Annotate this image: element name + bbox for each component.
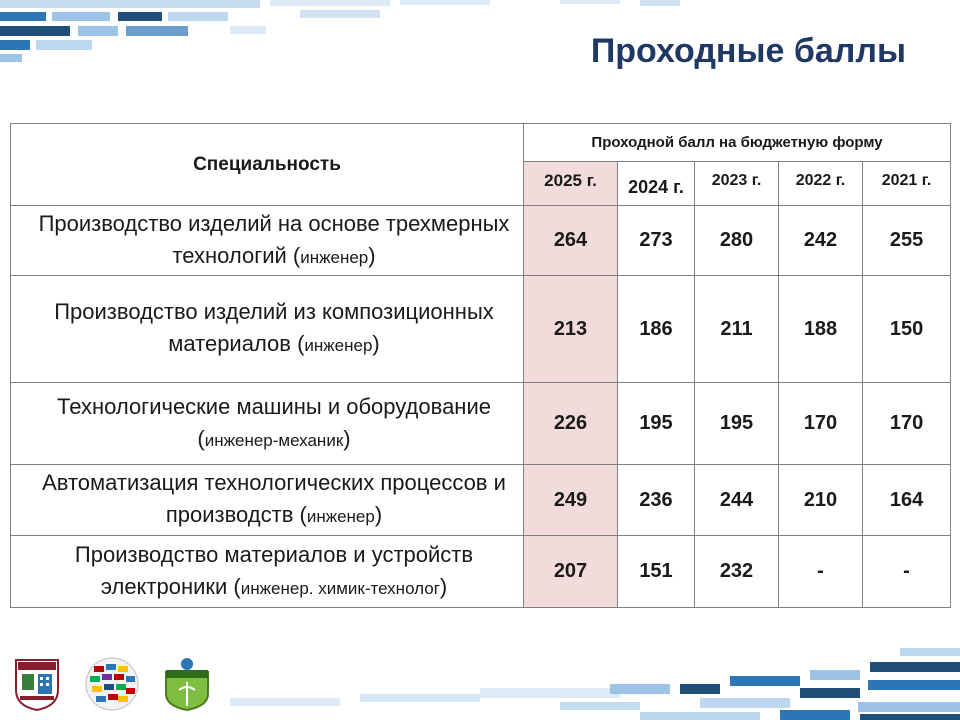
score-2023: 244 <box>695 465 779 536</box>
qualification: инженер-механик <box>204 430 344 450</box>
score-2023: 195 <box>695 383 779 465</box>
score-2025: 226 <box>524 383 618 465</box>
score-2022: - <box>779 536 863 608</box>
score-2023: 280 <box>695 206 779 276</box>
logos-group <box>12 656 212 712</box>
page-title: Проходные баллы <box>590 32 906 70</box>
table-row <box>11 206 951 276</box>
table-row <box>11 383 951 465</box>
year-header-2022: 2022 г. <box>779 162 863 206</box>
score-2021: 150 <box>863 276 951 383</box>
specialty-header: Специальность <box>11 124 524 206</box>
table-row <box>11 276 951 383</box>
score-2025: 249 <box>524 465 618 536</box>
table-row <box>11 465 951 536</box>
specialty-name: Производство изделий на основе трехмерных технологий (инженер) <box>11 206 524 276</box>
score-2025: 264 <box>524 206 618 276</box>
score-2024: 236 <box>618 465 695 536</box>
score-2024: 151 <box>618 536 695 608</box>
specialty-name: Производство изделий из композиционных материалов (инженер) <box>11 276 524 383</box>
score-2021: 170 <box>863 383 951 465</box>
score-2022: 242 <box>779 206 863 276</box>
qualification: инженер <box>300 247 369 267</box>
world-flags-globe-logo <box>84 656 140 712</box>
qualification: инженер <box>306 507 375 526</box>
score-2022: 210 <box>779 465 863 536</box>
score-2023: 211 <box>695 276 779 383</box>
score-2021: 255 <box>863 206 951 276</box>
score-2021: - <box>863 536 951 608</box>
budget-score-header: Проходной балл на бюджетную форму <box>524 124 951 162</box>
year-header-2025: 2025 г. <box>524 162 618 206</box>
specialty-name: Технологические машины и оборудование (инженер-механик) <box>11 383 524 465</box>
faculty-shield-logo <box>162 656 212 712</box>
score-2025: 207 <box>524 536 618 608</box>
year-header-2024: 2024 г. <box>618 162 695 206</box>
score-2024: 186 <box>618 276 695 383</box>
passing-scores-table <box>10 123 951 608</box>
score-2022: 188 <box>779 276 863 383</box>
year-header-2021: 2021 г. <box>863 162 951 206</box>
header-row <box>11 124 951 162</box>
qualification: инженер <box>304 336 373 355</box>
score-2025: 213 <box>524 276 618 383</box>
university-crest-logo <box>12 656 62 712</box>
score-2023: 232 <box>695 536 779 608</box>
score-2024: 273 <box>618 206 695 276</box>
table-row <box>11 536 951 608</box>
specialty-name: Автоматизация технологических процессов и производств (инженер) <box>11 465 524 536</box>
score-2021: 164 <box>863 465 951 536</box>
year-header-2023: 2023 г. <box>695 162 779 206</box>
score-2022: 170 <box>779 383 863 465</box>
specialty-name: Производство материалов и устройств электроники (инженер. химик-технолог) <box>11 536 524 608</box>
qualification: инженер. химик-технолог <box>240 578 440 598</box>
score-2024: 195 <box>618 383 695 465</box>
